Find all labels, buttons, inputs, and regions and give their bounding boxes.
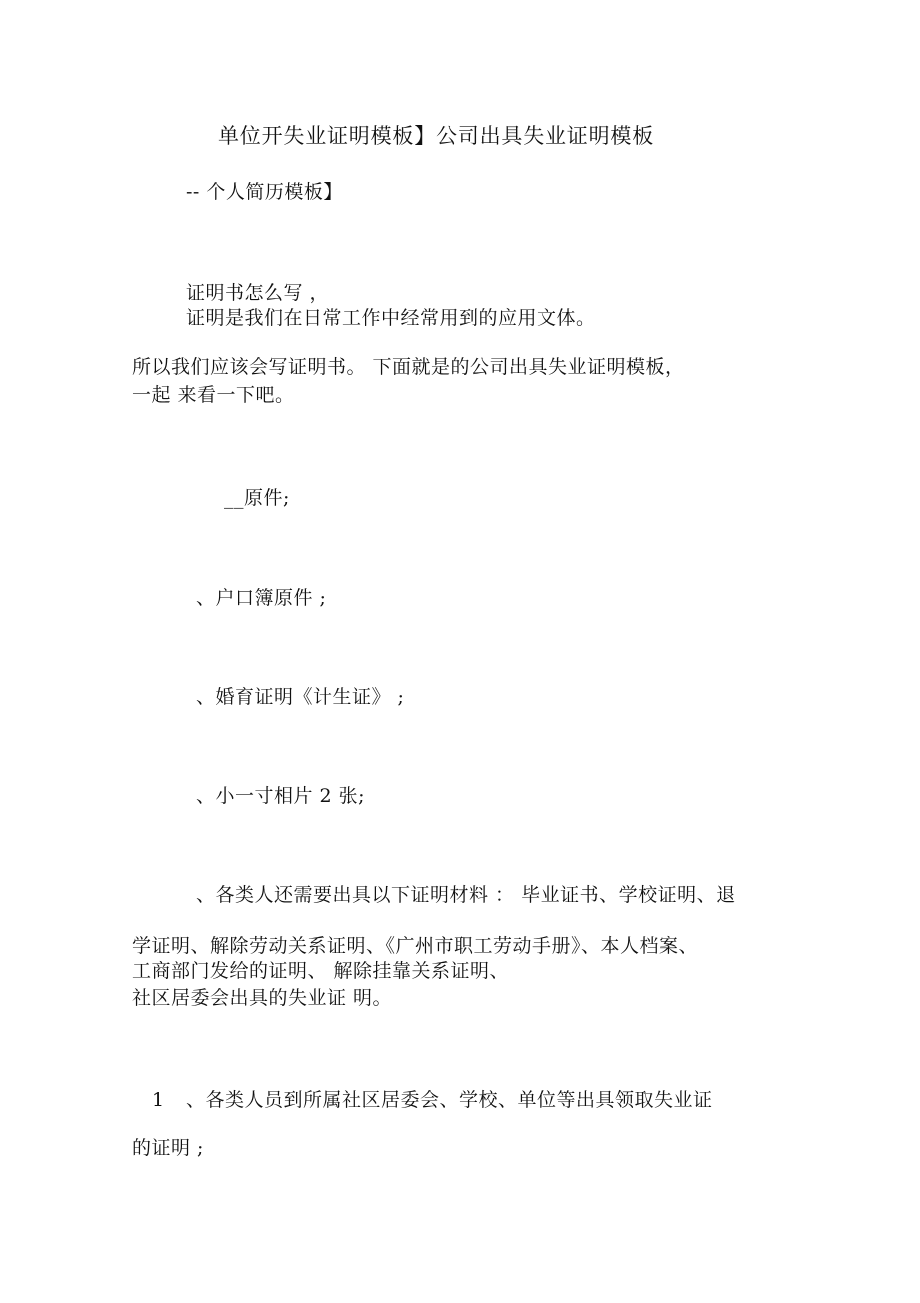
item-materials-line-1: 、各类人还需要出具以下证明材料 ： 毕业证书、学校证明、退 xyxy=(196,884,736,906)
document-subtitle: -- 个人简历模板】 xyxy=(186,181,343,203)
item-original: __原件; xyxy=(224,487,290,509)
item-materials-line-3: 工商部门发给的证明、 解除挂靠关系证明、 xyxy=(132,960,510,982)
intro-line-3: 所以我们应该会写证明书。 下面就是的公司出具失业证明模板， xyxy=(132,356,685,378)
intro-line-2: 证明是我们在日常工作中经常用到的应用文体。 xyxy=(186,307,596,329)
step-1-number: 1 xyxy=(152,1089,165,1111)
intro-line-1: 证明书怎么写 ， xyxy=(186,282,330,304)
document-title: 单位开失业证明模板】公司出具失业证明模板 xyxy=(218,124,654,148)
step-1-line-2: 的证明 ; xyxy=(132,1137,204,1159)
item-hukou: 、户口簿原件 ; xyxy=(196,587,327,609)
item-materials-line-2: 学证明、解除劳动关系证明、《广州市职工劳动手册》、本人档案、 xyxy=(132,935,699,957)
intro-line-4: 一起 来看一下吧。 xyxy=(132,384,295,406)
item-materials-line-4: 社区居委会出具的失业证 明。 xyxy=(132,987,393,1009)
item-marriage: 、婚育证明《计生证》 ; xyxy=(196,686,405,708)
item-photo: 、小一寸相片 2 张; xyxy=(196,785,366,807)
step-1-line-1: 、各类人员到所属社区居委会、学校、单位等出具领取失业证 xyxy=(186,1089,713,1111)
